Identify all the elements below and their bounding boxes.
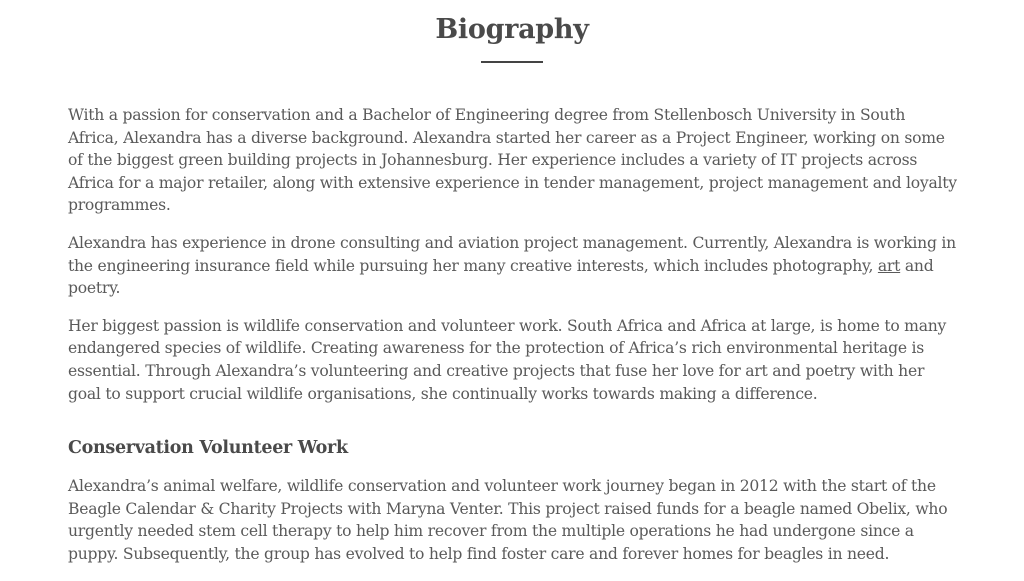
title-underline-divider <box>481 61 543 63</box>
bio-paragraph-2-text-end: and poetry. <box>68 256 934 298</box>
biography-content <box>68 104 958 581</box>
bio-paragraph-2-text-start: Alexandra has experience in drone consulting and aviation project management. Currently, Alexandra is working in the engineering insurance field while pursuing her many creative interests, which includes photography, <box>68 233 956 275</box>
conservation-section-heading: Conservation Volunteer Work <box>68 438 348 459</box>
bio-paragraph-1: With a passion for conservation and a Bachelor of Engineering degree from Stellenbosch University in South Africa, Alexandra has a diverse background. Alexandra started her career as a Project Engineer, working on some of the biggest green building projects in Johannesburg. Her experience includes a variety of IT projects across Africa for a major retailer, along with extensive experience in tender management, project management and loyalty programmes. <box>68 106 957 215</box>
art-link[interactable]: art <box>877 256 901 275</box>
bio-paragraph-3: Her biggest passion is wildlife conservation and volunteer work. South Africa and Africa at large, is home to many endangered species of wildlife. Creating awareness for the protection of Africa’s rich environmental heritage is essential. Through Alexandra’s volunteering and creative projects that fuse her love for art and poetry with her goal to support crucial wildlife organisations, she continually works towards making a difference. <box>68 316 947 403</box>
bio-paragraph-2 <box>68 232 958 300</box>
page-title: Biography <box>435 14 589 45</box>
conservation-paragraph-1: Alexandra’s animal welfare, wildlife conservation and volunteer work journey began in 2012 with the start of the Beagle Calendar & Charity Projects with Maryna Venter. This project raised funds for a beagle named Obelix, who urgently needed stem cell therapy to help him recover from the multiple operations he had undergone since a puppy. Subsequently, the group has evolved to help find foster care and forever homes for beagles in need. <box>68 477 948 563</box>
